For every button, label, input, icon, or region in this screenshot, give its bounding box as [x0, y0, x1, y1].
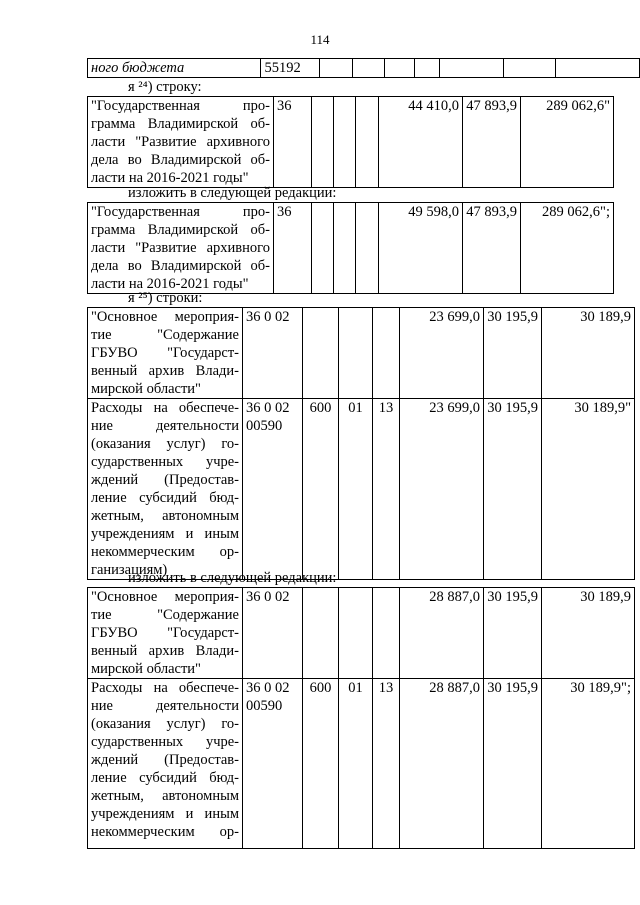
- expense-name-line: ганизациям): [91, 562, 168, 578]
- expense-name-cell: [88, 399, 243, 580]
- program-name-line: ласти "Развитие архивного: [91, 134, 270, 150]
- table-cell-code: 36 0 02 00590: [243, 399, 303, 580]
- table-cell-value: 30 195,9: [484, 588, 542, 679]
- expense-name-line: жетным, автономным: [91, 508, 239, 524]
- program-name-line: дела во Владимирской об-: [91, 258, 270, 274]
- activity-name-line: венный архив Влади-: [91, 363, 239, 379]
- table-cell-empty: [312, 97, 334, 188]
- expense-name-line: учреждениям и иным: [91, 806, 239, 822]
- table-cell-value: 23 699,0: [400, 399, 484, 580]
- page-number: 114: [310, 32, 330, 47]
- table-cell-vr: 600: [303, 399, 339, 580]
- program-name-line: грамма Владимирской об-: [91, 222, 270, 238]
- table-cell-empty: [385, 59, 414, 78]
- table-cell-code: 36 0 02: [243, 588, 303, 679]
- table-cell-value: 30 189,9";: [542, 679, 635, 849]
- table-cell-empty: [339, 308, 373, 399]
- caption-line: я ²⁴) строку:: [128, 79, 202, 95]
- caption-line: изложить в следующей редакции:: [128, 570, 337, 586]
- table-cell-empty: [312, 203, 334, 294]
- program-name-cell: [88, 203, 274, 294]
- expense-name-line: Расходы на обеспече-: [91, 400, 239, 416]
- expense-name-line: жетным, автономным: [91, 788, 239, 804]
- table-cell-empty: [356, 203, 379, 294]
- expense-name-line: сударственных учре-: [91, 734, 239, 750]
- activity-name-line: мирской области": [91, 661, 201, 677]
- table-cell-value: 289 062,6";: [521, 203, 614, 294]
- table-cell-value: 47 893,9: [463, 203, 521, 294]
- table-cell-empty: [440, 59, 503, 78]
- expense-name-line: ждений (Предостав-: [91, 752, 239, 768]
- table-cell-value: 30 195,9: [484, 679, 542, 849]
- program-name-line: дела во Владимирской об-: [91, 152, 270, 168]
- expense-name-line: (оказания услуг) го-: [91, 716, 239, 732]
- expense-name-line: некоммерческим ор-: [91, 824, 239, 840]
- table-cell-value: 30 189,9: [542, 308, 635, 399]
- table-cell-rz: 01: [339, 399, 373, 580]
- activity-name-line: венный архив Влади-: [91, 643, 239, 659]
- table-cell-value: 30 189,9: [542, 588, 635, 679]
- table-cell-empty: [373, 308, 400, 399]
- table-cell-empty: [339, 588, 373, 679]
- table-cell-name: ного бюджета: [88, 59, 261, 78]
- table-cell-empty: [334, 203, 356, 294]
- table-cell-empty: [556, 59, 640, 78]
- table-cell-empty: [303, 588, 339, 679]
- table-cell-value: 30 195,9: [484, 399, 542, 580]
- program-name-line: грамма Владимирской об-: [91, 116, 270, 132]
- expense-name-line: (оказания услуг) го-: [91, 436, 239, 452]
- table-cell-empty: [373, 588, 400, 679]
- table-cell-empty: [319, 59, 353, 78]
- expense-name-line: ние деятельности: [91, 698, 239, 714]
- expense-name-line: ление субсидий бюд-: [91, 770, 239, 786]
- table-cell-code: 36: [274, 203, 312, 294]
- table-program-old: [87, 96, 614, 188]
- table-cell-value: 44 410,0: [379, 97, 463, 188]
- table-cell-empty: [353, 59, 385, 78]
- table-activity-old: [87, 307, 635, 580]
- expense-name-line: некоммерческим ор-: [91, 544, 239, 560]
- expense-name-line: сударственных учре-: [91, 454, 239, 470]
- table-cell-value: 30 189,9": [542, 399, 635, 580]
- table-cell-empty: [503, 59, 556, 78]
- table-cell-vr: 600: [303, 679, 339, 849]
- activity-name-cell: [88, 588, 243, 679]
- activity-name-line: ГБУВО "Государст-: [91, 625, 239, 641]
- table-cell-code: 36: [274, 97, 312, 188]
- activity-name-line: "Основное мероприя-: [91, 589, 239, 605]
- table-activity-new: [87, 587, 635, 849]
- activity-name-cell: [88, 308, 243, 399]
- table-cell-pr: 13: [373, 679, 400, 849]
- table-cell-rz: 01: [339, 679, 373, 849]
- table-cell-empty: [356, 97, 379, 188]
- table-cell-value: 30 195,9: [484, 308, 542, 399]
- expense-name-line: Расходы на обеспече-: [91, 680, 239, 696]
- table-cell-value: 49 598,0: [379, 203, 463, 294]
- activity-name-line: "Основное мероприя-: [91, 309, 239, 325]
- program-name-line: ласти "Развитие архивного: [91, 240, 270, 256]
- program-name-line: "Государственная про-: [91, 204, 270, 220]
- table-cell-code: 36 0 02 00590: [243, 679, 303, 849]
- table-cell-empty: [303, 308, 339, 399]
- table-cell-value: 28 887,0: [400, 588, 484, 679]
- program-name-line: "Государственная про-: [91, 98, 270, 114]
- expense-name-line: учреждениям и иным: [91, 526, 239, 542]
- caption-line: изложить в следующей редакции:: [128, 185, 337, 201]
- expense-name-line: ление субсидий бюд-: [91, 490, 239, 506]
- table-cell-value: 289 062,6": [521, 97, 614, 188]
- program-name-line: ласти на 2016-2021 годы": [91, 276, 249, 292]
- table-cell-pr: 13: [373, 399, 400, 580]
- table-cell-empty: [334, 97, 356, 188]
- expense-name-line: ние деятельности: [91, 418, 239, 434]
- activity-name-line: ГБУВО "Государст-: [91, 345, 239, 361]
- expense-name-cell: [88, 679, 243, 849]
- program-name-cell: [88, 97, 274, 188]
- table-program-new: [87, 202, 614, 294]
- table-cell-empty: [414, 59, 440, 78]
- table-tail-budget: [87, 58, 640, 78]
- table-cell-value: 28 887,0: [400, 679, 484, 849]
- expense-name-line: ждений (Предостав-: [91, 472, 239, 488]
- table-cell-code: 36 0 02: [243, 308, 303, 399]
- caption-line: я ²⁵) строки:: [128, 290, 203, 306]
- table-cell-value: 47 893,9: [463, 97, 521, 188]
- table-cell-value: 23 699,0: [400, 308, 484, 399]
- activity-name-line: мирской области": [91, 381, 201, 397]
- activity-name-line: тие "Содержание: [91, 327, 239, 343]
- program-name-line: ласти на 2016-2021 годы": [91, 170, 249, 186]
- table-cell-code: 55192: [261, 59, 319, 78]
- activity-name-line: тие "Содержание: [91, 607, 239, 623]
